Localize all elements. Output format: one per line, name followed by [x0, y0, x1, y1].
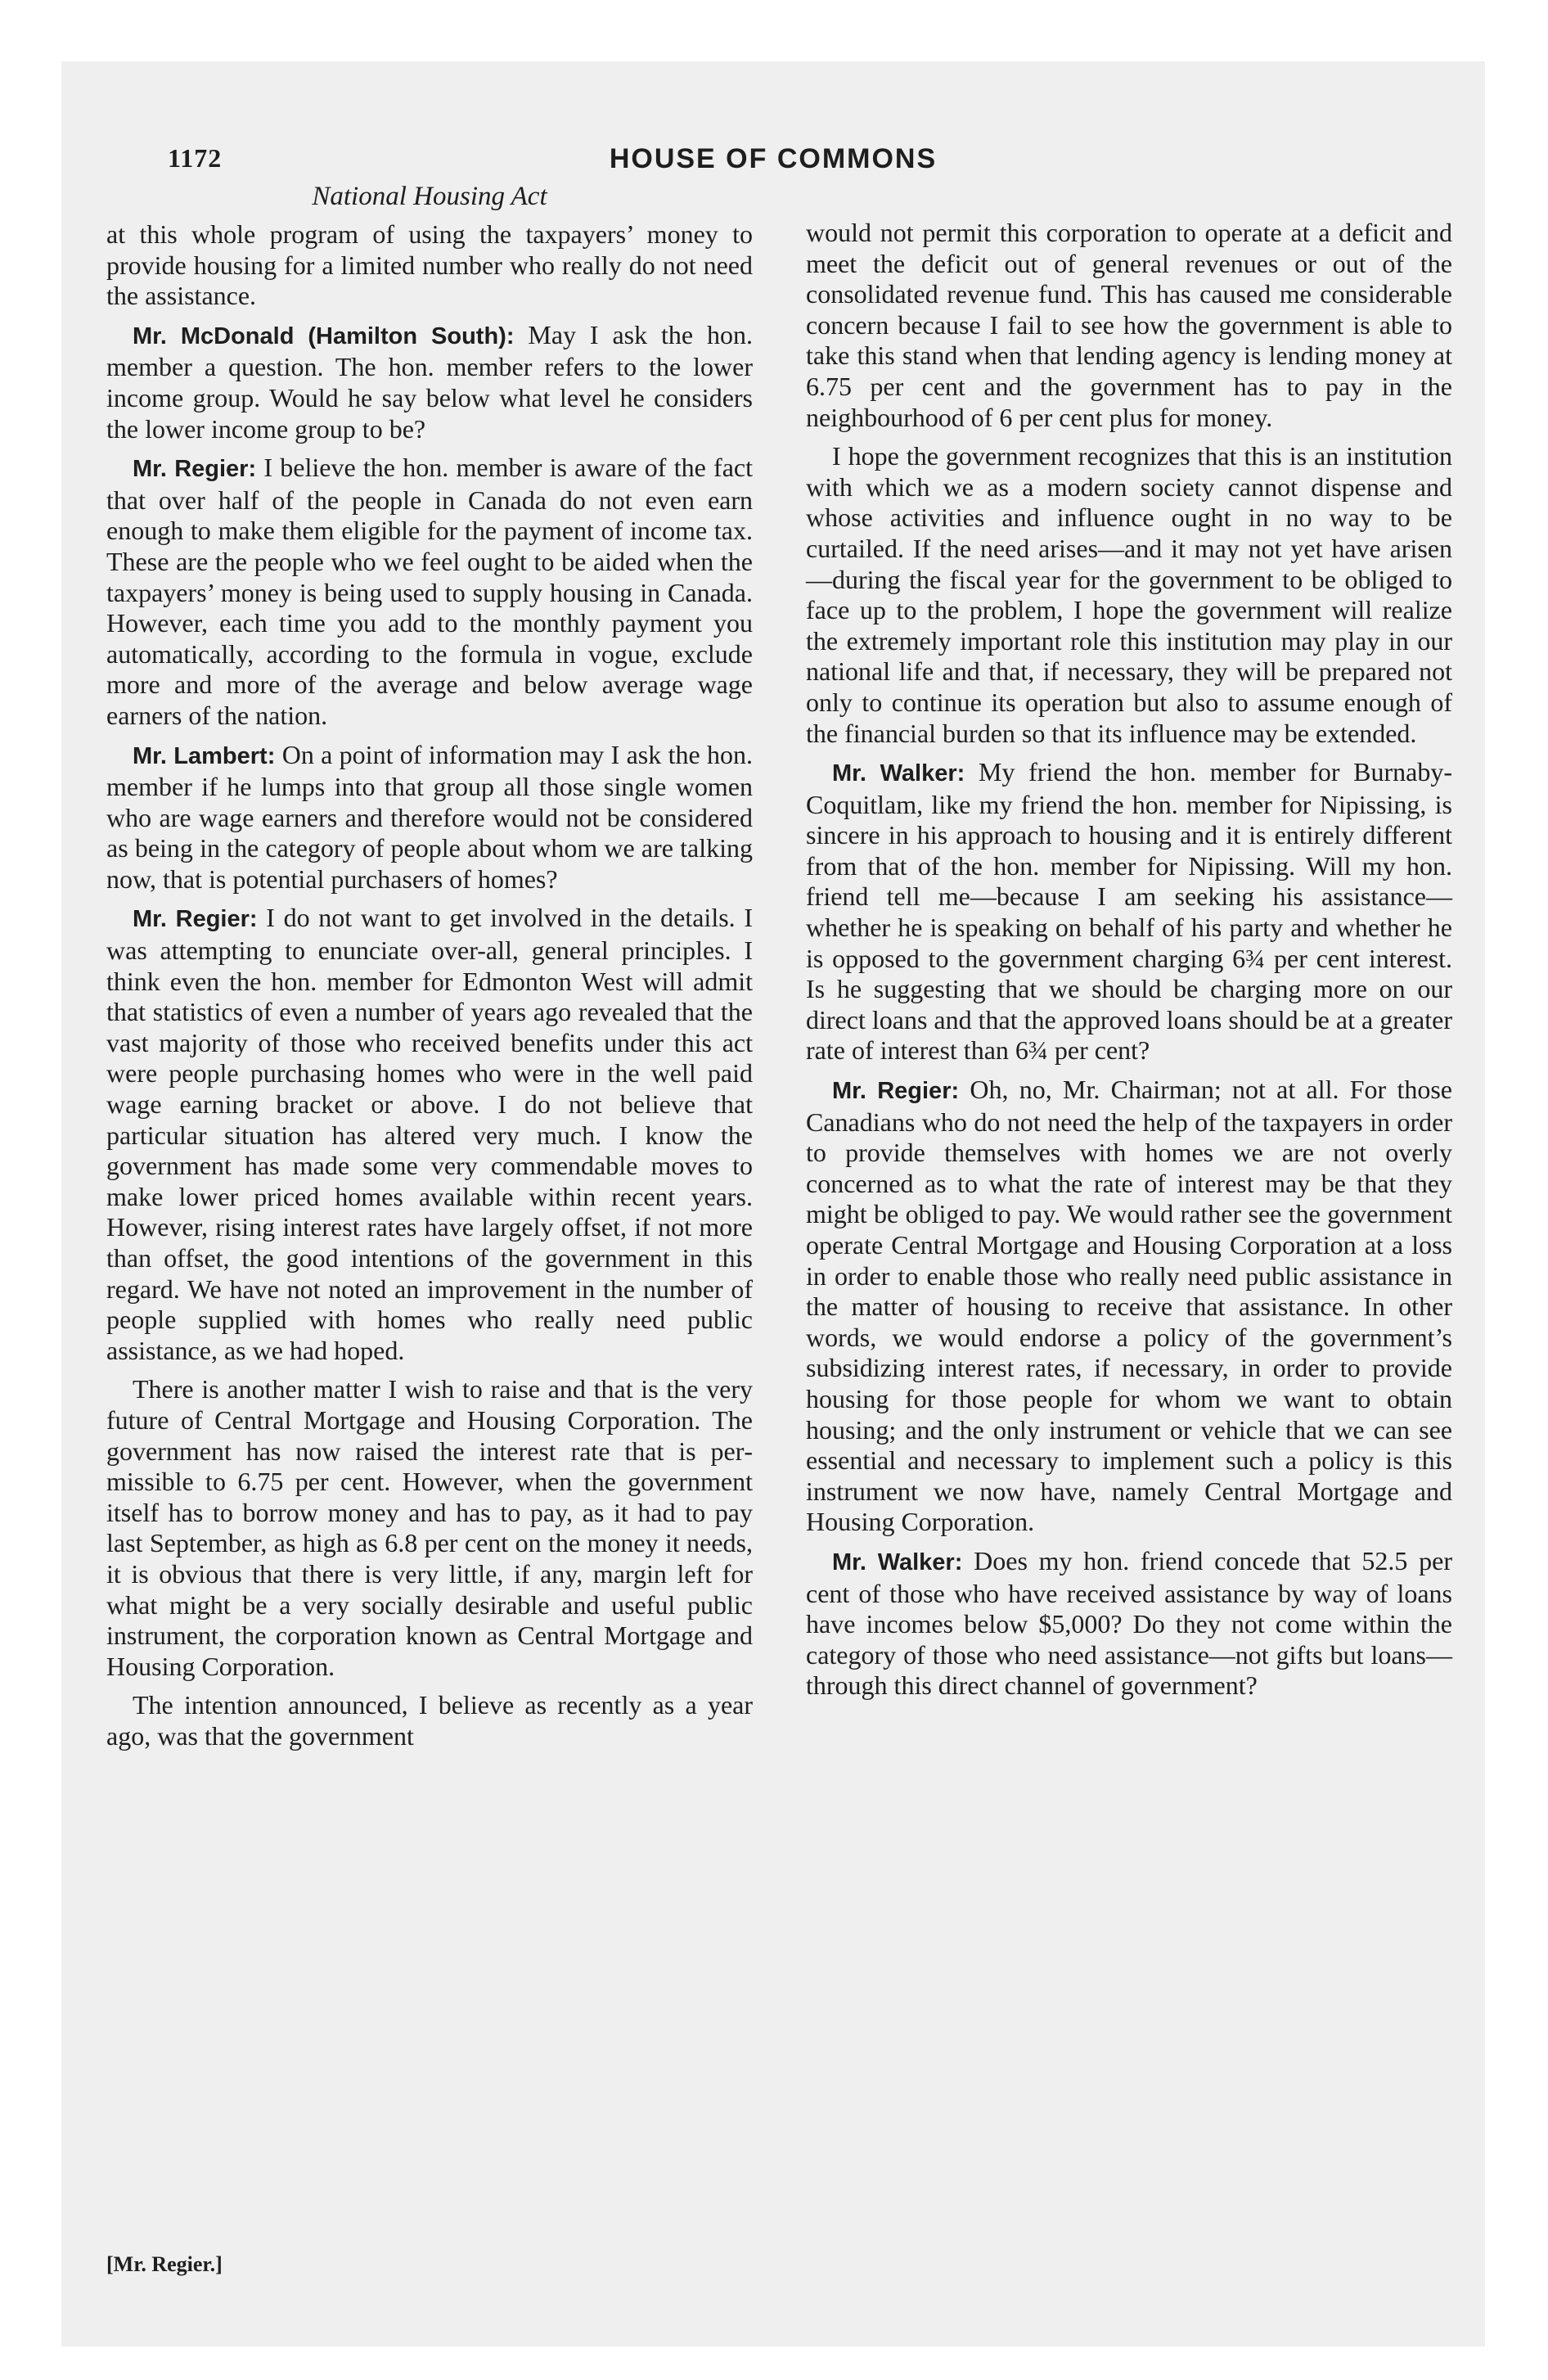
- paragraph-text: I do not want to get involved in the details. I was attempting to enunciate over-all, general principles. I think even the hon. member for Edmonton West will admit that statistics of even a number of years ago revealed that the vast majority of those who received benefits under this act were people purchasing homes who were in the well paid wage earning bracket or above. I do not believe that particular situation has altered very much. I know the government has made some very commendable moves to make lower priced homes available within recent years. However, rising interest rates have largely offset, if not more than offset, the good intentions of the government in this regard. We have not noted an improvement in the number of people supplied with homes who really need public assistance, as we had hoped.: [106, 903, 754, 1365]
- paragraph: [806, 757, 1452, 1066]
- paragraph-text: May I ask the hon. member a question. The hon. member refers to the lower income group. Would he say below what level he considers the lower income group to be?: [106, 319, 753, 444]
- paragraph: [806, 441, 1452, 749]
- paragraph: [106, 740, 753, 895]
- paragraph-text: Oh, no, Mr. Chairman; not at all. For those Canadians who do not need the help of the taxpayers in order to provide themselves with homes we are not overly concerned as to what the rate of interest may be that they might be obliged to pay. We would rather see the government operate Central Mortgage and Housing Corporation at a loss in order to enable those who really need public assistance in the matter of housing to receive that assistance. In other words, we would endorse a policy of the government’s subsidizing interest rates, if necessary, in order to provide housing for those people for whom we want to obtain housing; and the only instrument or vehicle that we can see essential and necessary to implement such a policy is this instrument we now have, namely Central Mortgage and Housing Corporation.: [806, 1075, 1453, 1537]
- page-number: 1172: [168, 143, 223, 173]
- paragraph-text: Does my hon. friend concede that 52.5 per cent of those who have received assistance by way of loans have incomes below $5,000? Do they not come within the category of those who need assistance—not gifts but loans—through this direct channel of government?: [806, 1545, 1453, 1701]
- paragraph: [106, 1690, 753, 1751]
- speaker-name: Mr. Regier:: [133, 906, 258, 933]
- paragraph-text: There is another matter I wish to raise and that is the very future of Central Mortgage and Housing Corporation. The government has now raised the interest rate that is permissible to 6.75 per cent. However, when the government itself has to borrow money and has to pay, as it had to pay last September, as high as 6.8 per cent on the money it needs, it is obvious that there is very little, if any, margin left for what might be a very socially desirable and useful public instrument, the corporation known as Central Mortgage and Housing Corporation.: [106, 1374, 753, 1681]
- paragraph-text: The intention announced, I believe as recently as a year ago, was that the government: [106, 1690, 753, 1751]
- paragraph-text: at this whole program of using the taxpayers’ money to provide housing for a limited number who really do not need the assistance.: [106, 219, 753, 311]
- paragraph: [106, 903, 753, 1366]
- speaker-name: Mr. Walker:: [832, 760, 965, 787]
- paragraph-text: I hope the government recognizes that this is an institution with which we as a modern society cannot dispense and whose activities and influence ought in no way to be curtailed. If the need arises—and it may not yet have arisen—during the fiscal year for the government to be obliged to face up to the problem, I hope the government will realize the extremely important role this institution may play in our national life and that, if necessary, they will be prepared not only to continue its operation but also to assume enough of the financial burden so that its influence may be extended.: [806, 441, 1452, 748]
- paragraph-text: I believe the hon. member is aware of the fact that over half of the people in Canada do not even earn enough to make them eligible for the payment of income tax. These are the people who we feel ought to be aided when the taxpayers’ money is being used to supply housing in Canada. However, each time you add to the monthly payment you automatically, according to the formula in vogue, exclude more and more of the average and below average wage earners of the nation.: [106, 453, 754, 730]
- right-column: [806, 218, 1452, 1710]
- paragraph: [806, 1075, 1452, 1538]
- speaker-name: Mr. Regier:: [133, 456, 257, 483]
- paragraph: [806, 1546, 1452, 1702]
- speaker-name: Mr. Regier:: [832, 1078, 960, 1105]
- paragraph: [106, 219, 753, 312]
- speaker-name: Mr. Walker:: [832, 1548, 963, 1575]
- left-column: [106, 219, 753, 1760]
- paragraph-text: My friend the hon. member for Burnaby-Coquitlam, like my friend the hon. member for Nipissing, is sincere in his approach to housing and it is entirely different from that of the hon. member for Nipissing. Will my hon. friend tell me—because I am seeking his assistance—whether he is speaking on behalf of his party and whether he is opposed to the government charging 6¾ per cent interest. Is he suggesting that we should be charging more on our direct loans and that the approved loans should be at a greater rate of interest than 6¾ per cent?: [806, 757, 1453, 1066]
- paragraph: [106, 453, 753, 731]
- speaker-footnote: [Mr. Regier.]: [106, 2252, 223, 2276]
- speaker-name: Mr. McDonald (Hamilton South):: [133, 322, 515, 349]
- paragraph: [106, 320, 753, 444]
- paragraph-text: would not permit this corporation to operate at a deficit and meet the deficit out of general revenues or out of the consolidated revenue fund. This has caused me considerable concern because I fail to see how the government is able to take this stand when that lending agency is lending money at 6.75 per cent and the government has to pay in the neighbourhood of 6 per cent plus for money.: [806, 218, 1452, 432]
- paragraph: [106, 1374, 753, 1682]
- paragraph-text: On a point of information may I ask the hon. member if he lumps into that group all those single women who are wage earners and therefore would not be considered as being in the category of people about whom we are talking now, that is potential purchasers of homes?: [106, 739, 754, 894]
- speaker-name: Mr. Lambert:: [133, 742, 276, 769]
- running-title: HOUSE OF COMMONS: [609, 143, 938, 174]
- section-title: National Housing Act: [312, 182, 547, 211]
- paragraph: [806, 218, 1452, 433]
